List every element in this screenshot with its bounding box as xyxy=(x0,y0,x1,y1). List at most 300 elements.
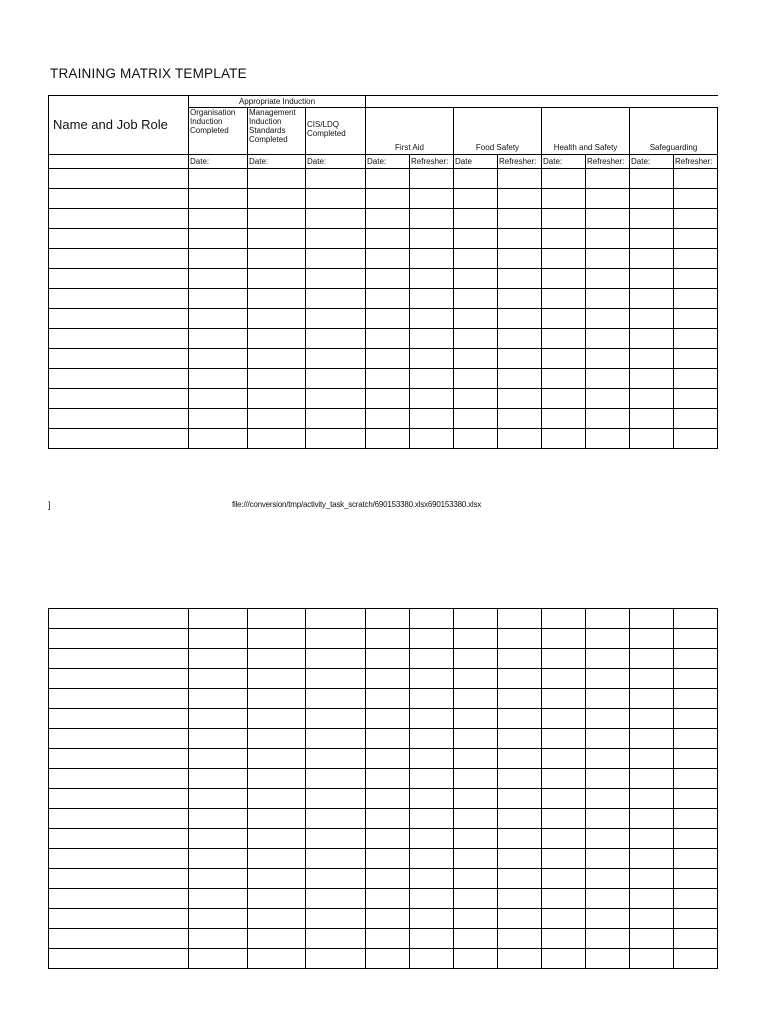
entry-cell[interactable] xyxy=(498,329,542,349)
entry-cell[interactable] xyxy=(306,709,366,729)
entry-cell[interactable] xyxy=(586,369,630,389)
entry-cell[interactable] xyxy=(306,629,366,649)
entry-cell[interactable] xyxy=(306,669,366,689)
entry-cell[interactable] xyxy=(542,349,586,369)
entry-cell[interactable] xyxy=(49,829,189,849)
entry-cell[interactable] xyxy=(49,289,189,309)
entry-cell[interactable] xyxy=(248,849,306,869)
entry-cell[interactable] xyxy=(674,669,718,689)
entry-cell[interactable] xyxy=(306,809,366,829)
entry-cell[interactable] xyxy=(630,829,674,849)
entry-cell[interactable] xyxy=(630,369,674,389)
entry-cell[interactable] xyxy=(674,709,718,729)
entry-cell[interactable] xyxy=(49,789,189,809)
entry-cell[interactable] xyxy=(542,269,586,289)
entry-cell[interactable] xyxy=(248,649,306,669)
entry-cell[interactable] xyxy=(410,769,454,789)
entry-cell[interactable] xyxy=(410,229,454,249)
entry-cell[interactable] xyxy=(542,169,586,189)
entry-cell[interactable] xyxy=(498,649,542,669)
entry-cell[interactable] xyxy=(498,269,542,289)
entry-cell[interactable] xyxy=(248,749,306,769)
entry-cell[interactable] xyxy=(306,189,366,209)
entry-cell[interactable] xyxy=(189,809,248,829)
entry-cell[interactable] xyxy=(454,369,498,389)
entry-cell[interactable] xyxy=(410,349,454,369)
entry-cell[interactable] xyxy=(306,169,366,189)
entry-cell[interactable] xyxy=(630,269,674,289)
entry-cell[interactable] xyxy=(410,209,454,229)
entry-cell[interactable] xyxy=(189,369,248,389)
entry-cell[interactable] xyxy=(410,189,454,209)
entry-cell[interactable] xyxy=(49,629,189,649)
entry-cell[interactable] xyxy=(586,289,630,309)
entry-cell[interactable] xyxy=(630,329,674,349)
entry-cell[interactable] xyxy=(498,609,542,629)
entry-cell[interactable] xyxy=(454,629,498,649)
entry-cell[interactable] xyxy=(542,729,586,749)
entry-cell[interactable] xyxy=(248,269,306,289)
entry-cell[interactable] xyxy=(630,169,674,189)
entry-cell[interactable] xyxy=(674,829,718,849)
entry-cell[interactable] xyxy=(498,289,542,309)
entry-cell[interactable] xyxy=(674,909,718,929)
entry-cell[interactable] xyxy=(306,729,366,749)
entry-cell[interactable] xyxy=(454,729,498,749)
entry-cell[interactable] xyxy=(630,309,674,329)
entry-cell[interactable] xyxy=(586,169,630,189)
entry-cell[interactable] xyxy=(189,429,248,449)
entry-cell[interactable] xyxy=(498,309,542,329)
entry-cell[interactable] xyxy=(542,869,586,889)
entry-cell[interactable] xyxy=(248,789,306,809)
entry-cell[interactable] xyxy=(586,749,630,769)
entry-cell[interactable] xyxy=(189,669,248,689)
entry-cell[interactable] xyxy=(366,289,410,309)
entry-cell[interactable] xyxy=(542,709,586,729)
entry-cell[interactable] xyxy=(248,189,306,209)
entry-cell[interactable] xyxy=(306,389,366,409)
entry-cell[interactable] xyxy=(454,189,498,209)
entry-cell[interactable] xyxy=(248,229,306,249)
entry-cell[interactable] xyxy=(586,429,630,449)
entry-cell[interactable] xyxy=(49,209,189,229)
entry-cell[interactable] xyxy=(674,249,718,269)
entry-cell[interactable] xyxy=(189,749,248,769)
entry-cell[interactable] xyxy=(248,329,306,349)
entry-cell[interactable] xyxy=(306,369,366,389)
entry-cell[interactable] xyxy=(410,669,454,689)
entry-cell[interactable] xyxy=(586,649,630,669)
entry-cell[interactable] xyxy=(306,329,366,349)
entry-cell[interactable] xyxy=(366,229,410,249)
entry-cell[interactable] xyxy=(674,189,718,209)
entry-cell[interactable] xyxy=(410,649,454,669)
entry-cell[interactable] xyxy=(410,929,454,949)
entry-cell[interactable] xyxy=(586,609,630,629)
entry-cell[interactable] xyxy=(454,929,498,949)
entry-cell[interactable] xyxy=(248,209,306,229)
entry-cell[interactable] xyxy=(498,229,542,249)
entry-cell[interactable] xyxy=(248,369,306,389)
entry-cell[interactable] xyxy=(306,269,366,289)
entry-cell[interactable] xyxy=(410,949,454,969)
entry-cell[interactable] xyxy=(248,709,306,729)
entry-cell[interactable] xyxy=(454,249,498,269)
entry-cell[interactable] xyxy=(542,629,586,649)
entry-cell[interactable] xyxy=(630,849,674,869)
entry-cell[interactable] xyxy=(454,349,498,369)
entry-cell[interactable] xyxy=(586,189,630,209)
entry-cell[interactable] xyxy=(674,849,718,869)
entry-cell[interactable] xyxy=(248,609,306,629)
entry-cell[interactable] xyxy=(410,269,454,289)
entry-cell[interactable] xyxy=(366,309,410,329)
entry-cell[interactable] xyxy=(498,429,542,449)
entry-cell[interactable] xyxy=(189,209,248,229)
entry-cell[interactable] xyxy=(586,909,630,929)
entry-cell[interactable] xyxy=(189,169,248,189)
entry-cell[interactable] xyxy=(630,889,674,909)
entry-cell[interactable] xyxy=(498,209,542,229)
entry-cell[interactable] xyxy=(366,429,410,449)
entry-cell[interactable] xyxy=(189,409,248,429)
entry-cell[interactable] xyxy=(498,849,542,869)
entry-cell[interactable] xyxy=(49,649,189,669)
entry-cell[interactable] xyxy=(410,309,454,329)
entry-cell[interactable] xyxy=(498,629,542,649)
entry-cell[interactable] xyxy=(498,669,542,689)
entry-cell[interactable] xyxy=(366,689,410,709)
entry-cell[interactable] xyxy=(49,669,189,689)
entry-cell[interactable] xyxy=(454,869,498,889)
entry-cell[interactable] xyxy=(674,369,718,389)
entry-cell[interactable] xyxy=(306,689,366,709)
entry-cell[interactable] xyxy=(366,709,410,729)
entry-cell[interactable] xyxy=(366,349,410,369)
entry-cell[interactable] xyxy=(674,889,718,909)
entry-cell[interactable] xyxy=(410,729,454,749)
entry-cell[interactable] xyxy=(49,309,189,329)
entry-cell[interactable] xyxy=(586,349,630,369)
entry-cell[interactable] xyxy=(498,729,542,749)
entry-cell[interactable] xyxy=(189,829,248,849)
entry-cell[interactable] xyxy=(586,829,630,849)
entry-cell[interactable] xyxy=(454,889,498,909)
entry-cell[interactable] xyxy=(498,929,542,949)
entry-cell[interactable] xyxy=(49,369,189,389)
entry-cell[interactable] xyxy=(498,709,542,729)
entry-cell[interactable] xyxy=(189,349,248,369)
entry-cell[interactable] xyxy=(630,629,674,649)
entry-cell[interactable] xyxy=(306,289,366,309)
entry-cell[interactable] xyxy=(586,949,630,969)
entry-cell[interactable] xyxy=(586,789,630,809)
entry-cell[interactable] xyxy=(454,949,498,969)
entry-cell[interactable] xyxy=(248,829,306,849)
entry-cell[interactable] xyxy=(586,809,630,829)
entry-cell[interactable] xyxy=(498,769,542,789)
entry-cell[interactable] xyxy=(49,869,189,889)
entry-cell[interactable] xyxy=(248,409,306,429)
entry-cell[interactable] xyxy=(542,689,586,709)
entry-cell[interactable] xyxy=(410,429,454,449)
entry-cell[interactable] xyxy=(586,729,630,749)
entry-cell[interactable] xyxy=(630,729,674,749)
entry-cell[interactable] xyxy=(306,869,366,889)
entry-cell[interactable] xyxy=(366,749,410,769)
entry-cell[interactable] xyxy=(248,349,306,369)
entry-cell[interactable] xyxy=(586,709,630,729)
entry-cell[interactable] xyxy=(366,849,410,869)
entry-cell[interactable] xyxy=(498,949,542,969)
entry-cell[interactable] xyxy=(542,809,586,829)
entry-cell[interactable] xyxy=(498,689,542,709)
entry-cell[interactable] xyxy=(189,649,248,669)
entry-cell[interactable] xyxy=(674,689,718,709)
entry-cell[interactable] xyxy=(248,869,306,889)
entry-cell[interactable] xyxy=(189,909,248,929)
entry-cell[interactable] xyxy=(674,269,718,289)
entry-cell[interactable] xyxy=(306,949,366,969)
entry-cell[interactable] xyxy=(674,769,718,789)
entry-cell[interactable] xyxy=(410,629,454,649)
entry-cell[interactable] xyxy=(630,689,674,709)
entry-cell[interactable] xyxy=(630,809,674,829)
entry-cell[interactable] xyxy=(674,349,718,369)
entry-cell[interactable] xyxy=(248,689,306,709)
entry-cell[interactable] xyxy=(248,929,306,949)
entry-cell[interactable] xyxy=(410,389,454,409)
entry-cell[interactable] xyxy=(674,629,718,649)
entry-cell[interactable] xyxy=(306,829,366,849)
entry-cell[interactable] xyxy=(454,789,498,809)
entry-cell[interactable] xyxy=(366,609,410,629)
entry-cell[interactable] xyxy=(542,249,586,269)
entry-cell[interactable] xyxy=(498,809,542,829)
entry-cell[interactable] xyxy=(630,429,674,449)
entry-cell[interactable] xyxy=(49,709,189,729)
entry-cell[interactable] xyxy=(454,829,498,849)
entry-cell[interactable] xyxy=(542,309,586,329)
entry-cell[interactable] xyxy=(498,869,542,889)
entry-cell[interactable] xyxy=(542,889,586,909)
entry-cell[interactable] xyxy=(49,229,189,249)
entry-cell[interactable] xyxy=(410,709,454,729)
entry-cell[interactable] xyxy=(366,249,410,269)
entry-cell[interactable] xyxy=(498,829,542,849)
entry-cell[interactable] xyxy=(586,849,630,869)
entry-cell[interactable] xyxy=(248,289,306,309)
entry-cell[interactable] xyxy=(674,389,718,409)
entry-cell[interactable] xyxy=(306,349,366,369)
entry-cell[interactable] xyxy=(454,209,498,229)
entry-cell[interactable] xyxy=(674,169,718,189)
entry-cell[interactable] xyxy=(586,329,630,349)
entry-cell[interactable] xyxy=(454,649,498,669)
entry-cell[interactable] xyxy=(630,389,674,409)
entry-cell[interactable] xyxy=(410,289,454,309)
entry-cell[interactable] xyxy=(674,329,718,349)
entry-cell[interactable] xyxy=(189,869,248,889)
entry-cell[interactable] xyxy=(454,409,498,429)
entry-cell[interactable] xyxy=(410,789,454,809)
entry-cell[interactable] xyxy=(674,429,718,449)
entry-cell[interactable] xyxy=(306,309,366,329)
entry-cell[interactable] xyxy=(630,609,674,629)
entry-cell[interactable] xyxy=(454,769,498,789)
entry-cell[interactable] xyxy=(454,669,498,689)
entry-cell[interactable] xyxy=(630,209,674,229)
entry-cell[interactable] xyxy=(49,189,189,209)
entry-cell[interactable] xyxy=(366,889,410,909)
entry-cell[interactable] xyxy=(189,689,248,709)
entry-cell[interactable] xyxy=(630,929,674,949)
entry-cell[interactable] xyxy=(542,329,586,349)
entry-cell[interactable] xyxy=(248,949,306,969)
entry-cell[interactable] xyxy=(454,329,498,349)
entry-cell[interactable] xyxy=(306,909,366,929)
entry-cell[interactable] xyxy=(306,249,366,269)
entry-cell[interactable] xyxy=(674,229,718,249)
entry-cell[interactable] xyxy=(410,889,454,909)
entry-cell[interactable] xyxy=(498,909,542,929)
entry-cell[interactable] xyxy=(410,169,454,189)
entry-cell[interactable] xyxy=(542,829,586,849)
entry-cell[interactable] xyxy=(498,189,542,209)
entry-cell[interactable] xyxy=(454,689,498,709)
entry-cell[interactable] xyxy=(189,729,248,749)
entry-cell[interactable] xyxy=(366,269,410,289)
entry-cell[interactable] xyxy=(410,849,454,869)
entry-cell[interactable] xyxy=(189,849,248,869)
entry-cell[interactable] xyxy=(630,409,674,429)
entry-cell[interactable] xyxy=(248,629,306,649)
entry-cell[interactable] xyxy=(306,609,366,629)
entry-cell[interactable] xyxy=(366,829,410,849)
entry-cell[interactable] xyxy=(49,769,189,789)
entry-cell[interactable] xyxy=(306,649,366,669)
entry-cell[interactable] xyxy=(454,809,498,829)
entry-cell[interactable] xyxy=(542,189,586,209)
entry-cell[interactable] xyxy=(189,769,248,789)
entry-cell[interactable] xyxy=(306,209,366,229)
entry-cell[interactable] xyxy=(366,789,410,809)
entry-cell[interactable] xyxy=(366,929,410,949)
entry-cell[interactable] xyxy=(366,869,410,889)
entry-cell[interactable] xyxy=(189,709,248,729)
entry-cell[interactable] xyxy=(498,409,542,429)
entry-cell[interactable] xyxy=(674,409,718,429)
entry-cell[interactable] xyxy=(630,789,674,809)
entry-cell[interactable] xyxy=(306,789,366,809)
entry-cell[interactable] xyxy=(410,409,454,429)
entry-cell[interactable] xyxy=(630,949,674,969)
entry-cell[interactable] xyxy=(49,929,189,949)
entry-cell[interactable] xyxy=(674,949,718,969)
entry-cell[interactable] xyxy=(542,389,586,409)
entry-cell[interactable] xyxy=(498,749,542,769)
entry-cell[interactable] xyxy=(410,329,454,349)
entry-cell[interactable] xyxy=(542,289,586,309)
entry-cell[interactable] xyxy=(248,169,306,189)
entry-cell[interactable] xyxy=(189,609,248,629)
entry-cell[interactable] xyxy=(366,669,410,689)
entry-cell[interactable] xyxy=(586,249,630,269)
entry-cell[interactable] xyxy=(49,749,189,769)
entry-cell[interactable] xyxy=(542,649,586,669)
entry-cell[interactable] xyxy=(586,209,630,229)
entry-cell[interactable] xyxy=(410,749,454,769)
entry-cell[interactable] xyxy=(248,669,306,689)
entry-cell[interactable] xyxy=(542,669,586,689)
entry-cell[interactable] xyxy=(49,809,189,829)
entry-cell[interactable] xyxy=(454,389,498,409)
entry-cell[interactable] xyxy=(49,269,189,289)
entry-cell[interactable] xyxy=(189,789,248,809)
entry-cell[interactable] xyxy=(49,389,189,409)
entry-cell[interactable] xyxy=(189,309,248,329)
entry-cell[interactable] xyxy=(410,829,454,849)
entry-cell[interactable] xyxy=(542,209,586,229)
entry-cell[interactable] xyxy=(248,429,306,449)
entry-cell[interactable] xyxy=(454,169,498,189)
entry-cell[interactable] xyxy=(586,409,630,429)
entry-cell[interactable] xyxy=(630,229,674,249)
entry-cell[interactable] xyxy=(306,749,366,769)
entry-cell[interactable] xyxy=(542,369,586,389)
entry-cell[interactable] xyxy=(498,369,542,389)
entry-cell[interactable] xyxy=(498,169,542,189)
entry-cell[interactable] xyxy=(366,189,410,209)
entry-cell[interactable] xyxy=(366,169,410,189)
entry-cell[interactable] xyxy=(49,169,189,189)
entry-cell[interactable] xyxy=(630,709,674,729)
entry-cell[interactable] xyxy=(674,929,718,949)
entry-cell[interactable] xyxy=(189,329,248,349)
entry-cell[interactable] xyxy=(542,749,586,769)
entry-cell[interactable] xyxy=(498,889,542,909)
entry-cell[interactable] xyxy=(248,909,306,929)
entry-cell[interactable] xyxy=(189,289,248,309)
entry-cell[interactable] xyxy=(542,609,586,629)
entry-cell[interactable] xyxy=(410,869,454,889)
entry-cell[interactable] xyxy=(542,929,586,949)
entry-cell[interactable] xyxy=(674,789,718,809)
entry-cell[interactable] xyxy=(630,749,674,769)
entry-cell[interactable] xyxy=(454,749,498,769)
entry-cell[interactable] xyxy=(454,269,498,289)
entry-cell[interactable] xyxy=(586,669,630,689)
entry-cell[interactable] xyxy=(366,949,410,969)
entry-cell[interactable] xyxy=(586,689,630,709)
entry-cell[interactable] xyxy=(189,229,248,249)
entry-cell[interactable] xyxy=(630,289,674,309)
entry-cell[interactable] xyxy=(630,249,674,269)
entry-cell[interactable] xyxy=(189,269,248,289)
entry-cell[interactable] xyxy=(366,409,410,429)
entry-cell[interactable] xyxy=(542,429,586,449)
entry-cell[interactable] xyxy=(306,229,366,249)
entry-cell[interactable] xyxy=(410,609,454,629)
entry-cell[interactable] xyxy=(306,429,366,449)
entry-cell[interactable] xyxy=(586,389,630,409)
entry-cell[interactable] xyxy=(542,909,586,929)
entry-cell[interactable] xyxy=(674,289,718,309)
entry-cell[interactable] xyxy=(674,649,718,669)
entry-cell[interactable] xyxy=(498,349,542,369)
entry-cell[interactable] xyxy=(586,309,630,329)
